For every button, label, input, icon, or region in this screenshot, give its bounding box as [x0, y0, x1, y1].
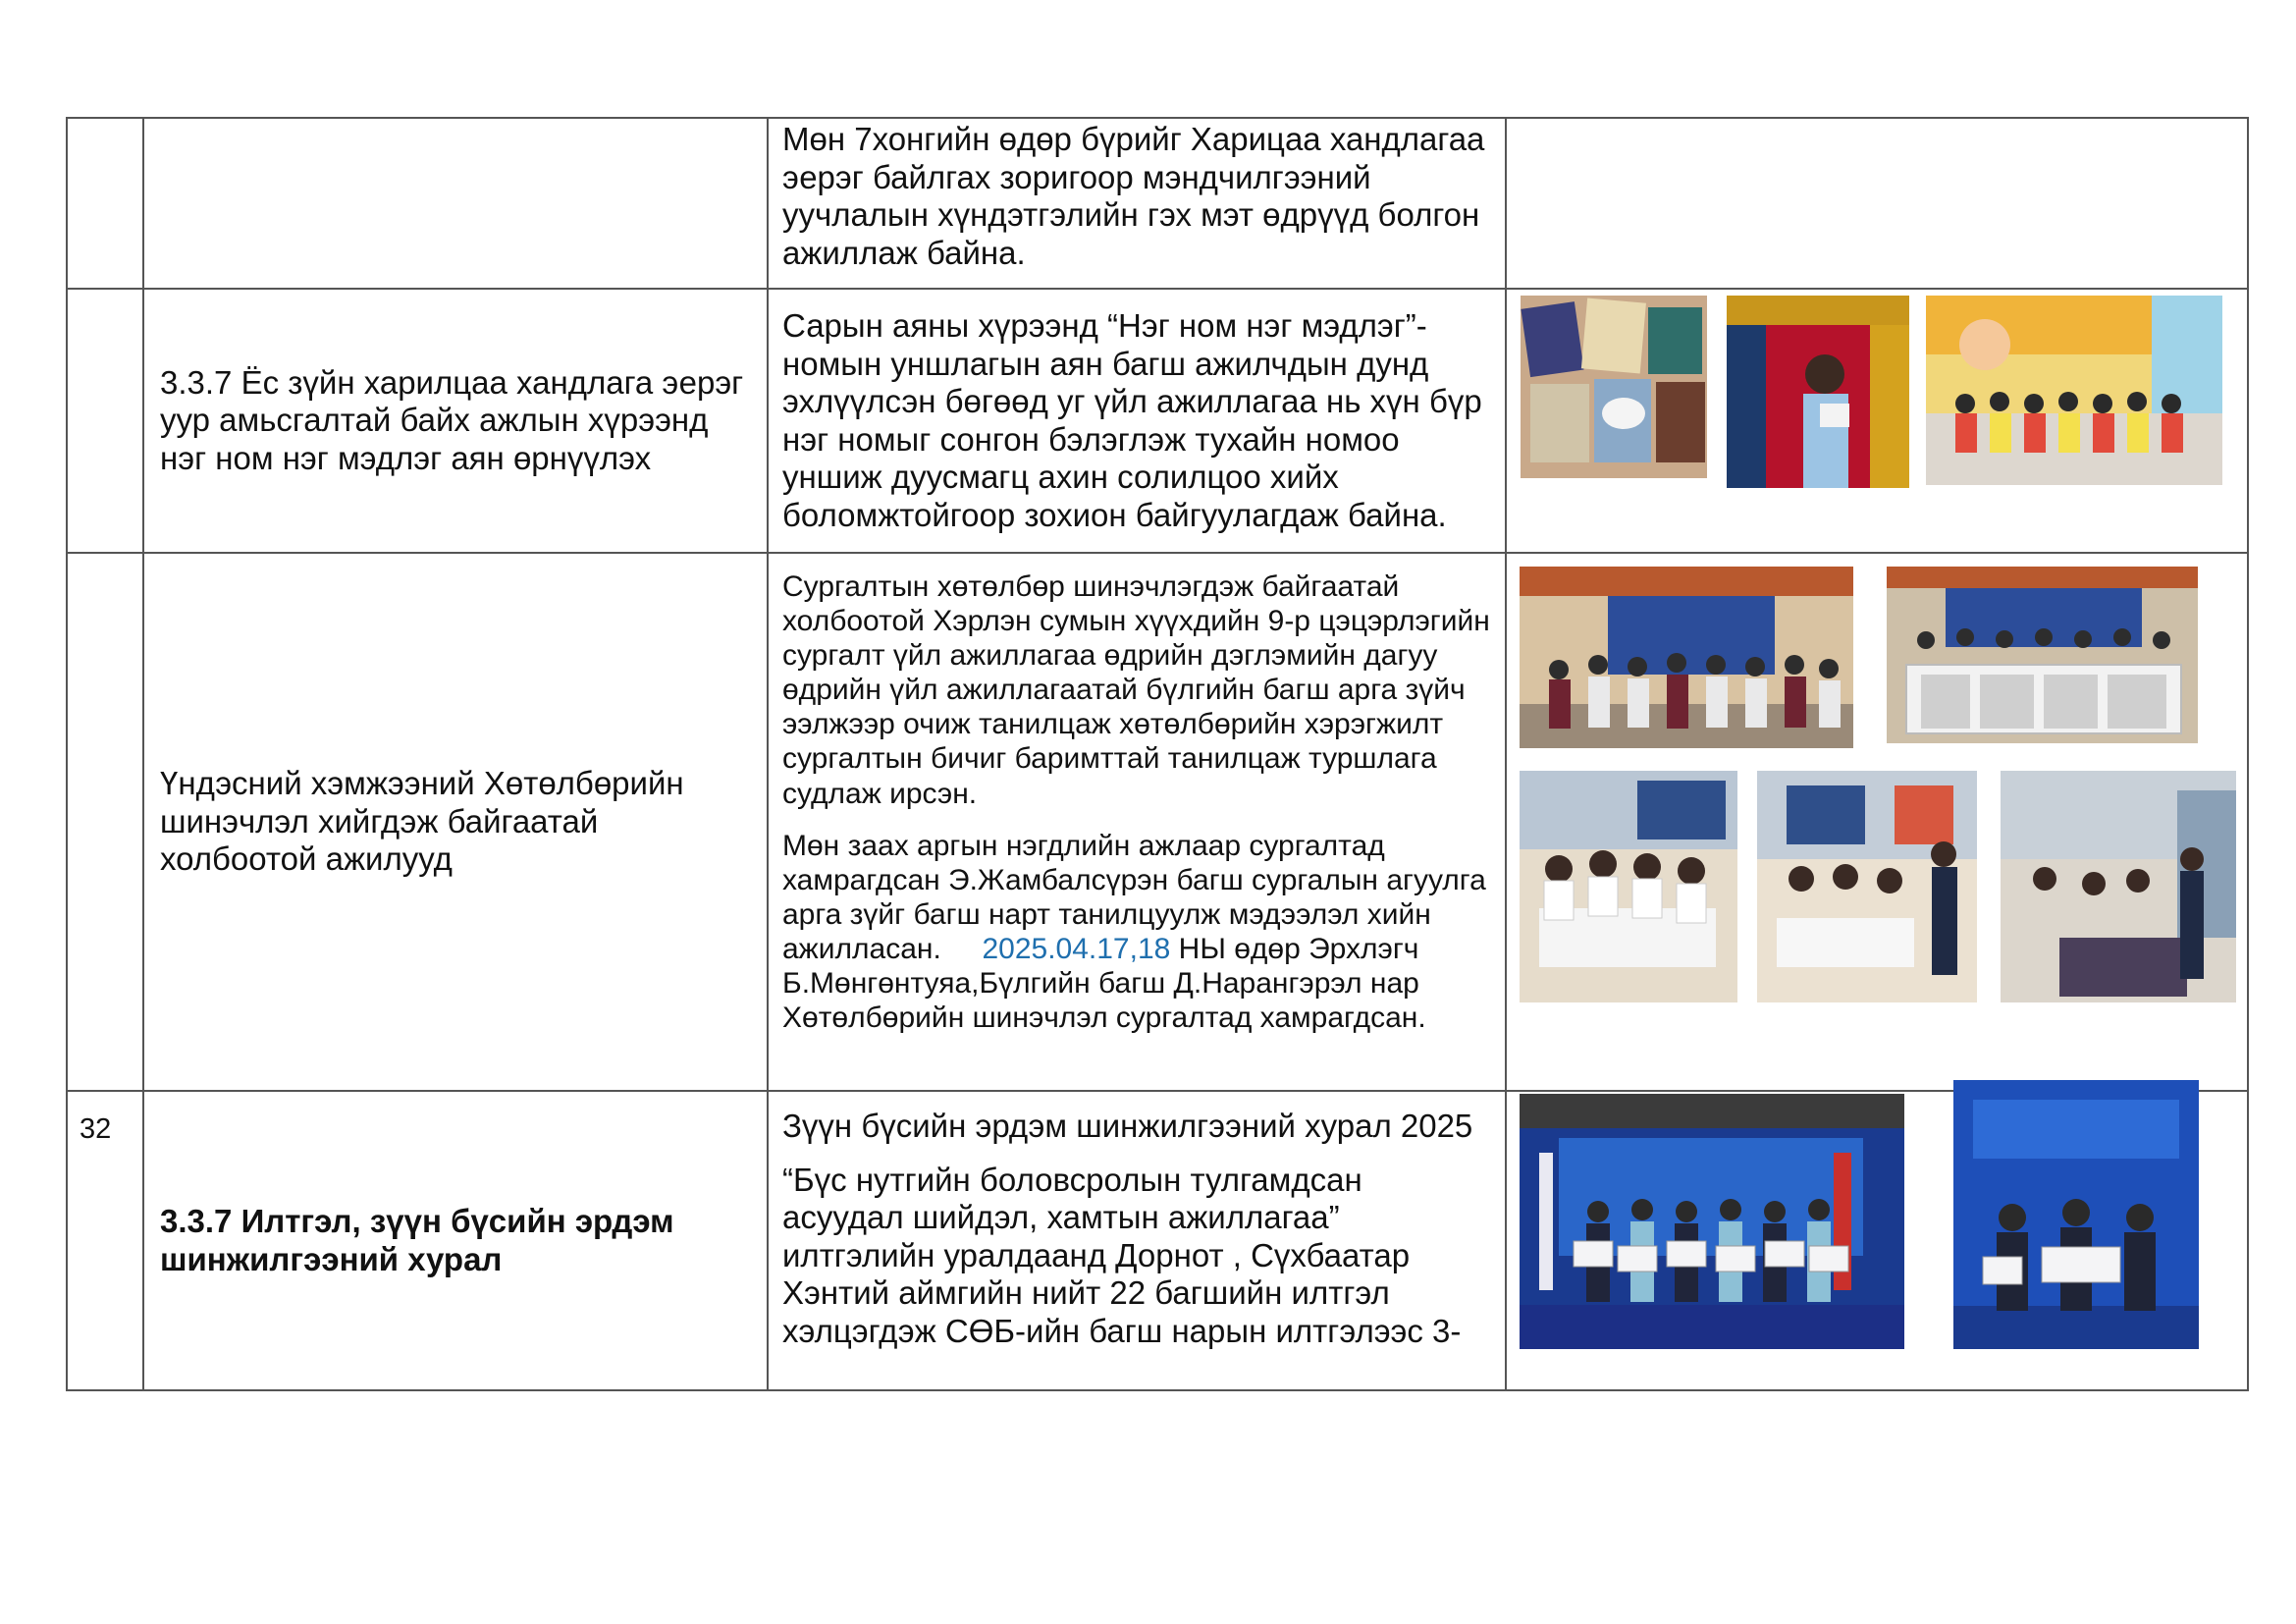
table-row — [67, 553, 2248, 1091]
row-description-cell — [768, 289, 1506, 553]
date-text: 2025.04.17,18 — [982, 932, 1171, 965]
table-row — [67, 118, 2248, 289]
description-text: “Бүс нутгийн боловсролын тулгамдсан асуудал шийдэл, хамтын ажиллагаа” илтгэлийн уралдаанд Дорнот , Сүхбаатар Хэнтий аймгийн нийт 22 багшийн илтгэл хэлцэгдэж СӨБ-ийн багш нарын илтгэлээс 3- — [782, 1161, 1462, 1350]
description-text: Мөн 7хонгийн өдөр бүрийг Харицаа хандлагаа эерэг байлгах зоригоор мэндчилгээний уучлалын хүндэтгэлийн гэх мэт өдрүүд болгон ажиллаж байна. — [782, 121, 1485, 271]
meeting-photo-1 — [1520, 771, 1737, 1002]
row-number-cell — [67, 289, 143, 553]
table-row — [67, 289, 2248, 553]
row-title-cell — [143, 1091, 768, 1390]
hall-group-photo — [1520, 567, 1853, 748]
puppet-stage-photo — [1727, 296, 1909, 488]
award-ceremony-photo-1 — [1520, 1094, 1904, 1349]
row-description-cell — [768, 553, 1506, 1091]
description-text: Сарын аяны хүрээнд “Нэг ном нэг мэдлэг”- номын уншлагын аян багш ажилчдын дунд эхлүүлсэн бөгөөд уг үйл ажиллагаа нь хүн бүр нэг номыг сонгон бэлэглэж тухайн номоо уншиж дуусмагц ахин солилцоо хийх боломжтойгоор зохион байгуулагдаж байна. — [782, 307, 1482, 534]
row-number: 32 — [80, 1113, 112, 1145]
row-title-cell — [143, 289, 768, 553]
books-photo — [1521, 296, 1707, 478]
bagsh-letters-photo — [1887, 567, 2198, 743]
report-table — [66, 117, 2249, 1391]
row-description-cell — [768, 1091, 1506, 1390]
description-text: Сургалтын хөтөлбөр шинэчлэгдэж байгаатай холбоотой Хэрлэн сумын хүүхдийн 9-р цэцэрлэгийн сургалт үйл ажиллагаа өдрийн дэглэмийн дагуу өдрийн үйл ажиллагаатай бүлгийн багш арга зүйч ээлжээр очиж танилцаж хөтөлбөрийн хэрэгжилт сургалтын бичиг баримттай танилцаж туршлага судлаж ирсэн. — [782, 570, 1490, 810]
meeting-photo-3 — [2001, 771, 2236, 1002]
row-number-cell — [67, 118, 143, 289]
row-image-cell — [1506, 553, 2248, 1091]
award-ceremony-photo-2 — [1953, 1080, 2199, 1349]
row-number-cell — [67, 1091, 143, 1390]
row-title: 3.3.7 Ёс зүйн харилцаа хандлага эерэг уур амьсгалтай байх ажлын хүрээнд нэг ном нэг мэдлэг аян өрнүүлэх — [160, 363, 744, 476]
row-number-cell — [67, 553, 143, 1091]
meeting-photo-2 — [1757, 771, 1977, 1002]
description-text: Зүүн бүсийн эрдэм шинжилгээний хурал 2025 — [782, 1108, 1473, 1144]
row-image-cell — [1506, 289, 2248, 553]
row-title-cell — [143, 118, 768, 289]
row-image-cell — [1506, 118, 2248, 289]
row-title-cell — [143, 553, 768, 1091]
row-image-cell — [1506, 1091, 2248, 1390]
group-classroom-photo — [1926, 296, 2222, 485]
row-title: 3.3.7 Илтгэл, зүүн бүсийн эрдэм шинжилгээний хурал — [160, 1202, 674, 1277]
description-text: Мөн заах аргын нэгдлийн ажлаар сургалтад хамрагдсан Э.Жамбалсүрэн багш сургалын агуулга арга зүйг багш нарт танилцуулж мэдээлэл хийн ажилласан. 2025.04.17,18 НЫ өдөр Эрхлэгч Б.Мөнгөнтуяа,Бүлгийн багш Д.Нарангэрэл нар Хөтөлбөрийн шинэчлэл сургалтад хамрагдсан. — [782, 829, 1495, 1035]
row-description-cell — [768, 118, 1506, 289]
table-row — [67, 1091, 2248, 1390]
row-title: Үндэсний хэмжээний Хөтөлбөрийн шинэчлэл хийгдэж байгаатай холбоотой ажилууд — [160, 765, 684, 878]
